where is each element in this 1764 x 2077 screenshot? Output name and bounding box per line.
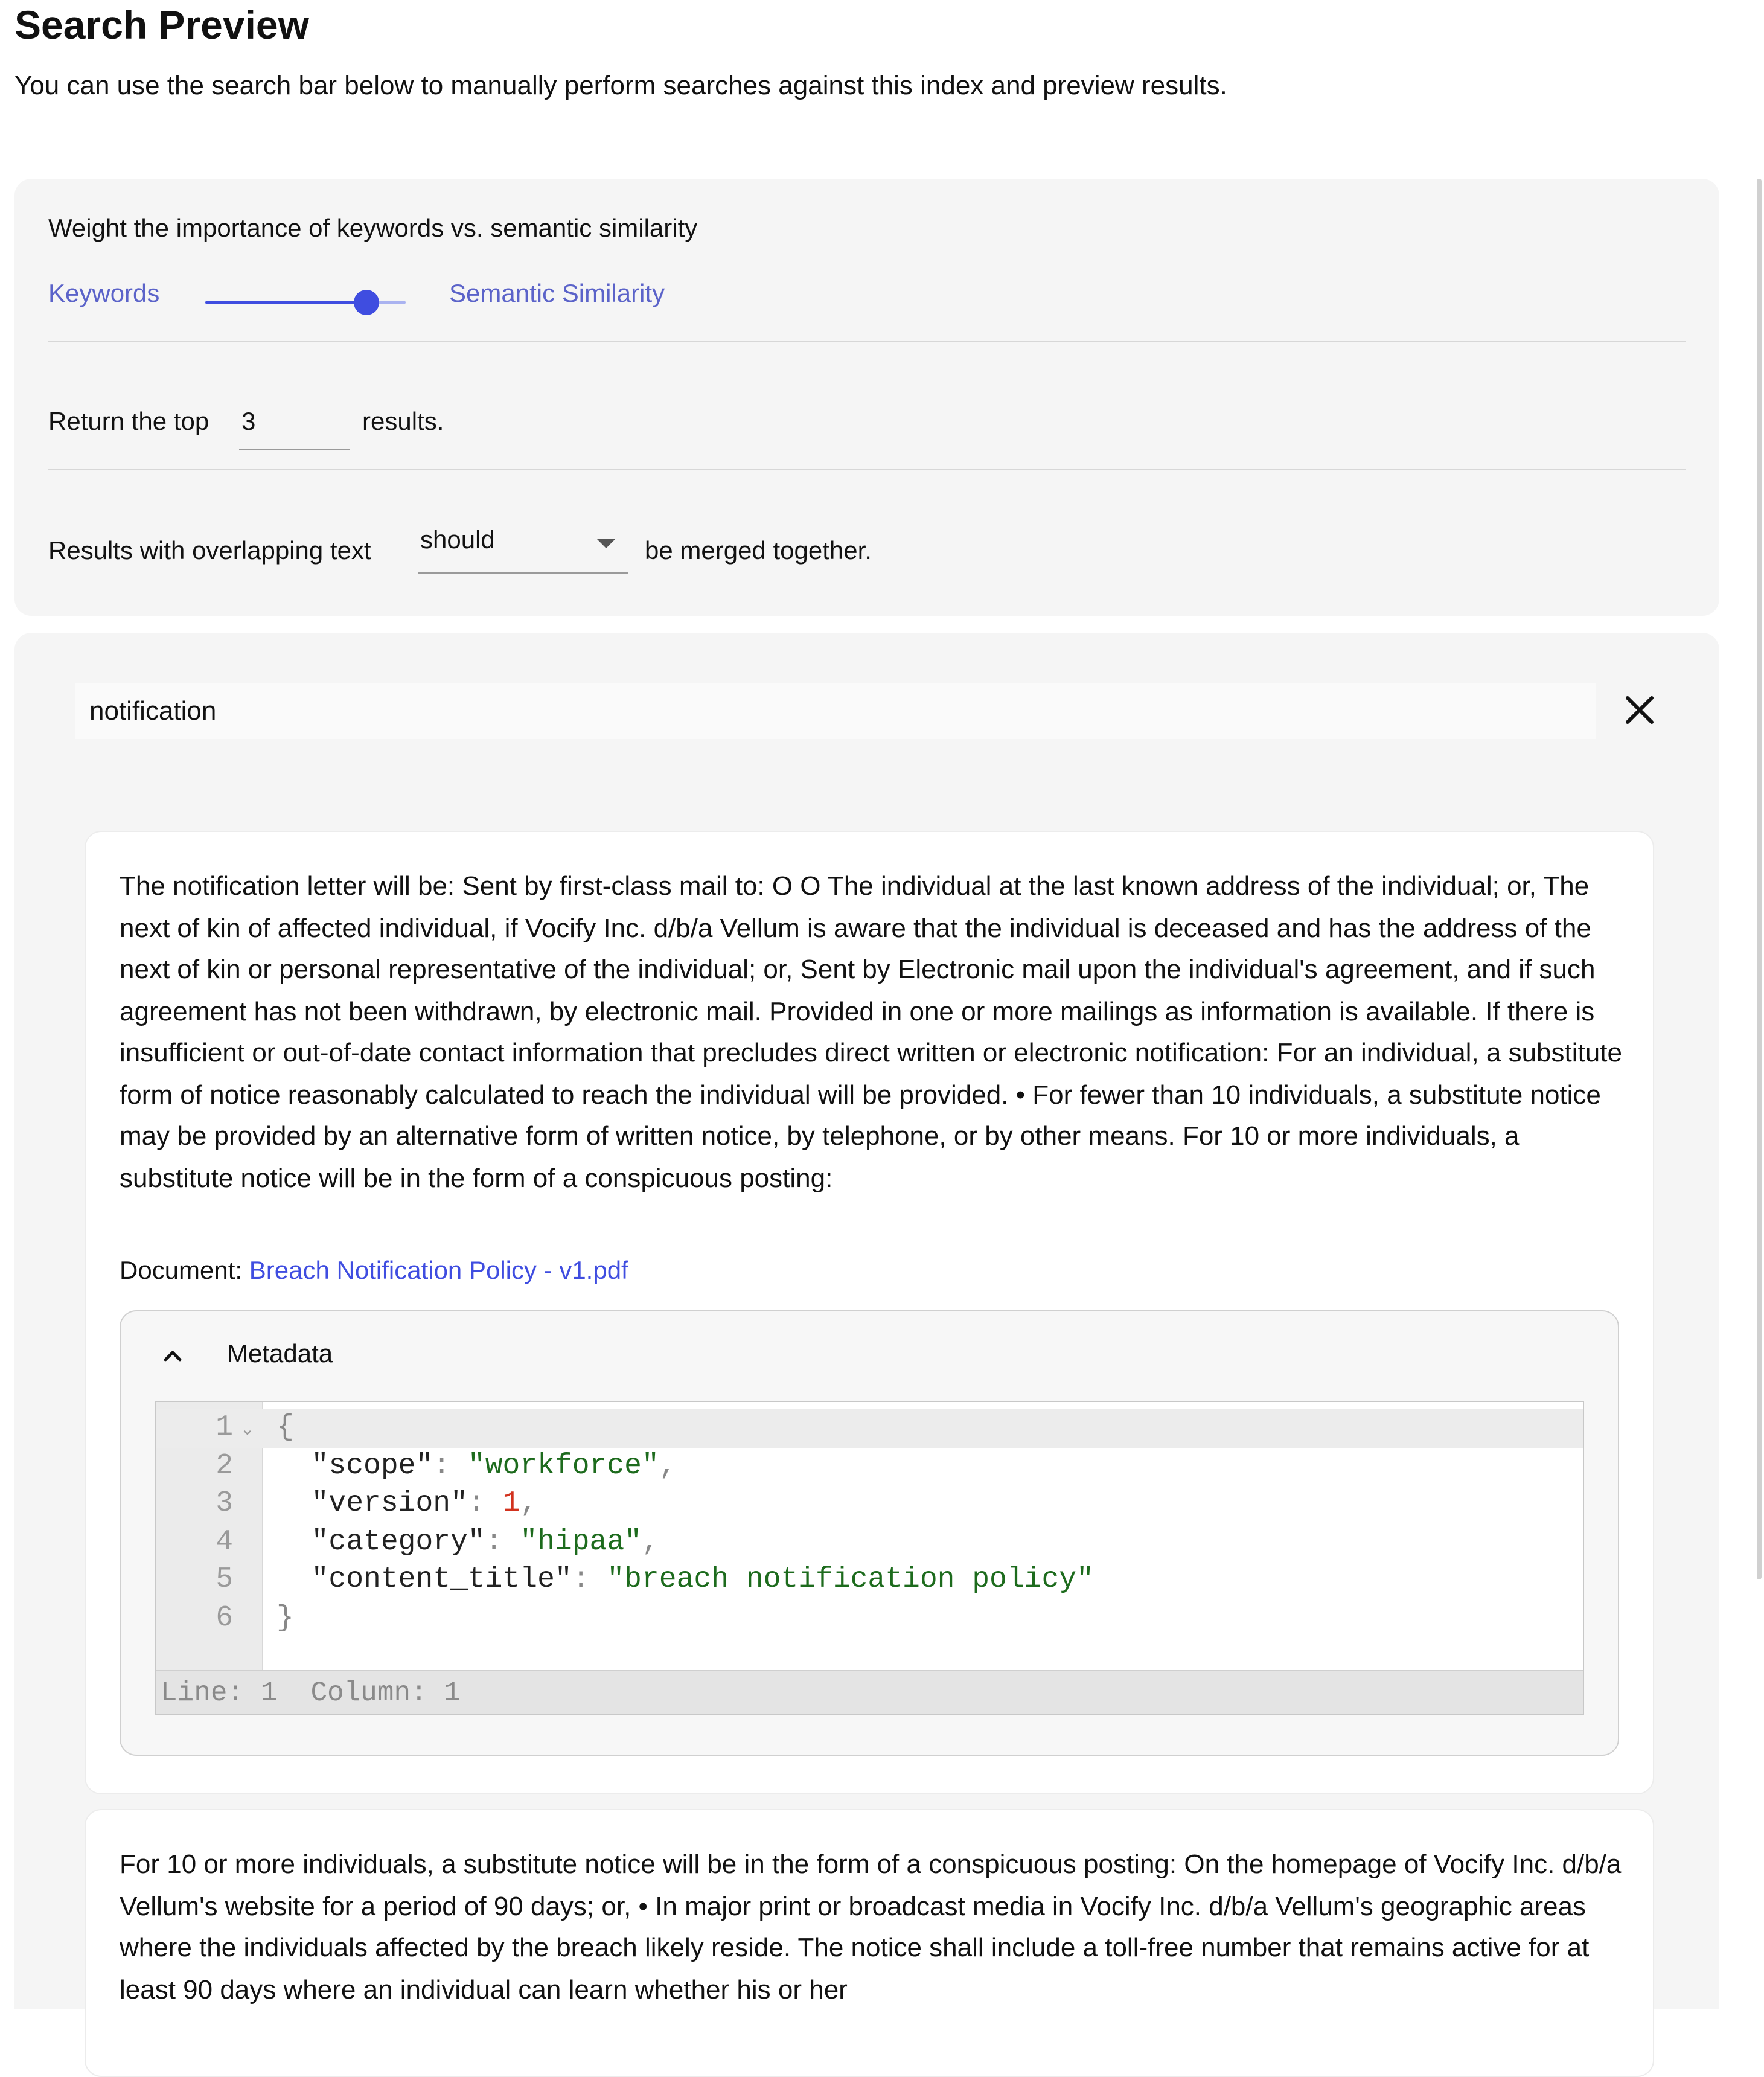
search-input[interactable]: [75, 683, 1596, 739]
top-results-prefix: Return the top: [48, 408, 209, 436]
code-line: 3 "version": 1,: [156, 1485, 1583, 1523]
code-line: 6 }: [156, 1599, 1583, 1637]
weight-label: Weight the importance of keywords vs. semantic similarity: [48, 215, 698, 243]
result-card: [85, 1809, 1654, 2077]
close-icon: [1623, 693, 1657, 727]
merge-suffix: be merged together.: [645, 537, 872, 565]
metadata-accordion: [120, 1310, 1619, 1756]
search-results-panel: [14, 633, 1719, 2009]
fold-chevron-icon[interactable]: ⌄: [240, 1421, 255, 1441]
meta-version-value: 1: [502, 1488, 520, 1520]
top-results-suffix: results.: [362, 408, 444, 436]
divider: [48, 469, 1686, 470]
slider-track-rest: [378, 301, 406, 304]
top-results-input[interactable]: [239, 396, 350, 450]
line-number: 2: [216, 1450, 233, 1482]
editor-status-bar: Line: 1 Column: 1: [156, 1670, 1584, 1715]
meta-content-title-value: breach notification policy: [624, 1564, 1077, 1596]
document-label: Document:: [120, 1257, 249, 1285]
result-text: The notification letter will be: Sent by first-class mail to: O O The individual at the last known address of the individual; or, The next of kin of affected individual, if Vocify Inc. d/b/a Vellum is aware that the individual is deceased and has the address of the next of kin or personal representative of the individual; or, Sent by Electronic mail upon the individual's agreement, and if such agreement has not been withdrawn, by electronic mail. Provided in one or more mailings as information is available. If there is insufficient or out-of-date contact information that precludes direct written or electronic notification: For an individual, a substitute form of notice reasonably calculated to reach the individual will be provided. • For fewer than 10 individuals, a substitute notice may be provided by an alternative form of written notice, by telephone, or by other means. For 10 or more individuals, a substitute notice will be in the form of a conspicuous posting:: [120, 871, 1622, 1192]
page-title: Search Preview: [14, 2, 309, 47]
code-line: 1 ⌄ {: [156, 1409, 1583, 1447]
result-card: [85, 831, 1654, 1794]
line-number: 1: [216, 1412, 233, 1444]
metadata-title[interactable]: Metadata: [227, 1340, 333, 1368]
page-description: You can use the search bar below to manually perform searches against this index and preview results.: [14, 70, 1227, 100]
line-number: 5: [216, 1564, 233, 1596]
editor-lines: [156, 1409, 1583, 1637]
slider-semantic-label: Semantic Similarity: [449, 280, 665, 308]
slider-thumb[interactable]: [354, 290, 379, 315]
slider-track-fill: [205, 301, 366, 304]
result-text: For 10 or more individuals, a substitute notice will be in the form of a conspicuous posting: On the homepage of Vocify Inc. d/b/a Vellum's website for a period of 90 days; or, • In major print or broadcast media in Vocify Inc. d/b/a Vellum's geographic areas where the individuals affected by the breach likely reside. The notice shall include a toll-free number that remains active for at least 90 days where an individual can learn whether his or her: [120, 1849, 1622, 2004]
chevron-up-icon[interactable]: [159, 1343, 186, 1369]
line-number: 4: [216, 1526, 233, 1558]
page-scrollbar[interactable]: [1753, 179, 1764, 1579]
merge-prefix: Results with overlapping text: [48, 537, 371, 565]
metadata-code-editor[interactable]: [155, 1401, 1584, 1715]
line-number: 3: [216, 1488, 233, 1520]
line-number: 6: [216, 1602, 233, 1634]
merge-select-value: should: [420, 526, 495, 554]
result-document: [120, 1257, 628, 1286]
scrollbar-thumb[interactable]: [1757, 179, 1762, 1579]
meta-category-value: hipaa: [537, 1526, 625, 1558]
divider: [48, 341, 1686, 342]
code-line: 5 "content_title": "breach notification policy": [156, 1561, 1583, 1599]
chevron-down-icon: [596, 539, 616, 548]
document-link[interactable]: Breach Notification Policy - v1.pdf: [249, 1257, 628, 1285]
clear-search-button[interactable]: [1623, 693, 1657, 727]
code-line: 2 "scope": "workforce",: [156, 1447, 1583, 1485]
meta-scope-value: workforce: [485, 1450, 642, 1482]
code-line: 4 "category": "hipaa",: [156, 1523, 1583, 1561]
search-settings-panel: [14, 179, 1719, 616]
merge-select[interactable]: [418, 519, 628, 574]
slider-keywords-label: Keywords: [48, 280, 160, 308]
weight-slider[interactable]: [205, 291, 418, 315]
